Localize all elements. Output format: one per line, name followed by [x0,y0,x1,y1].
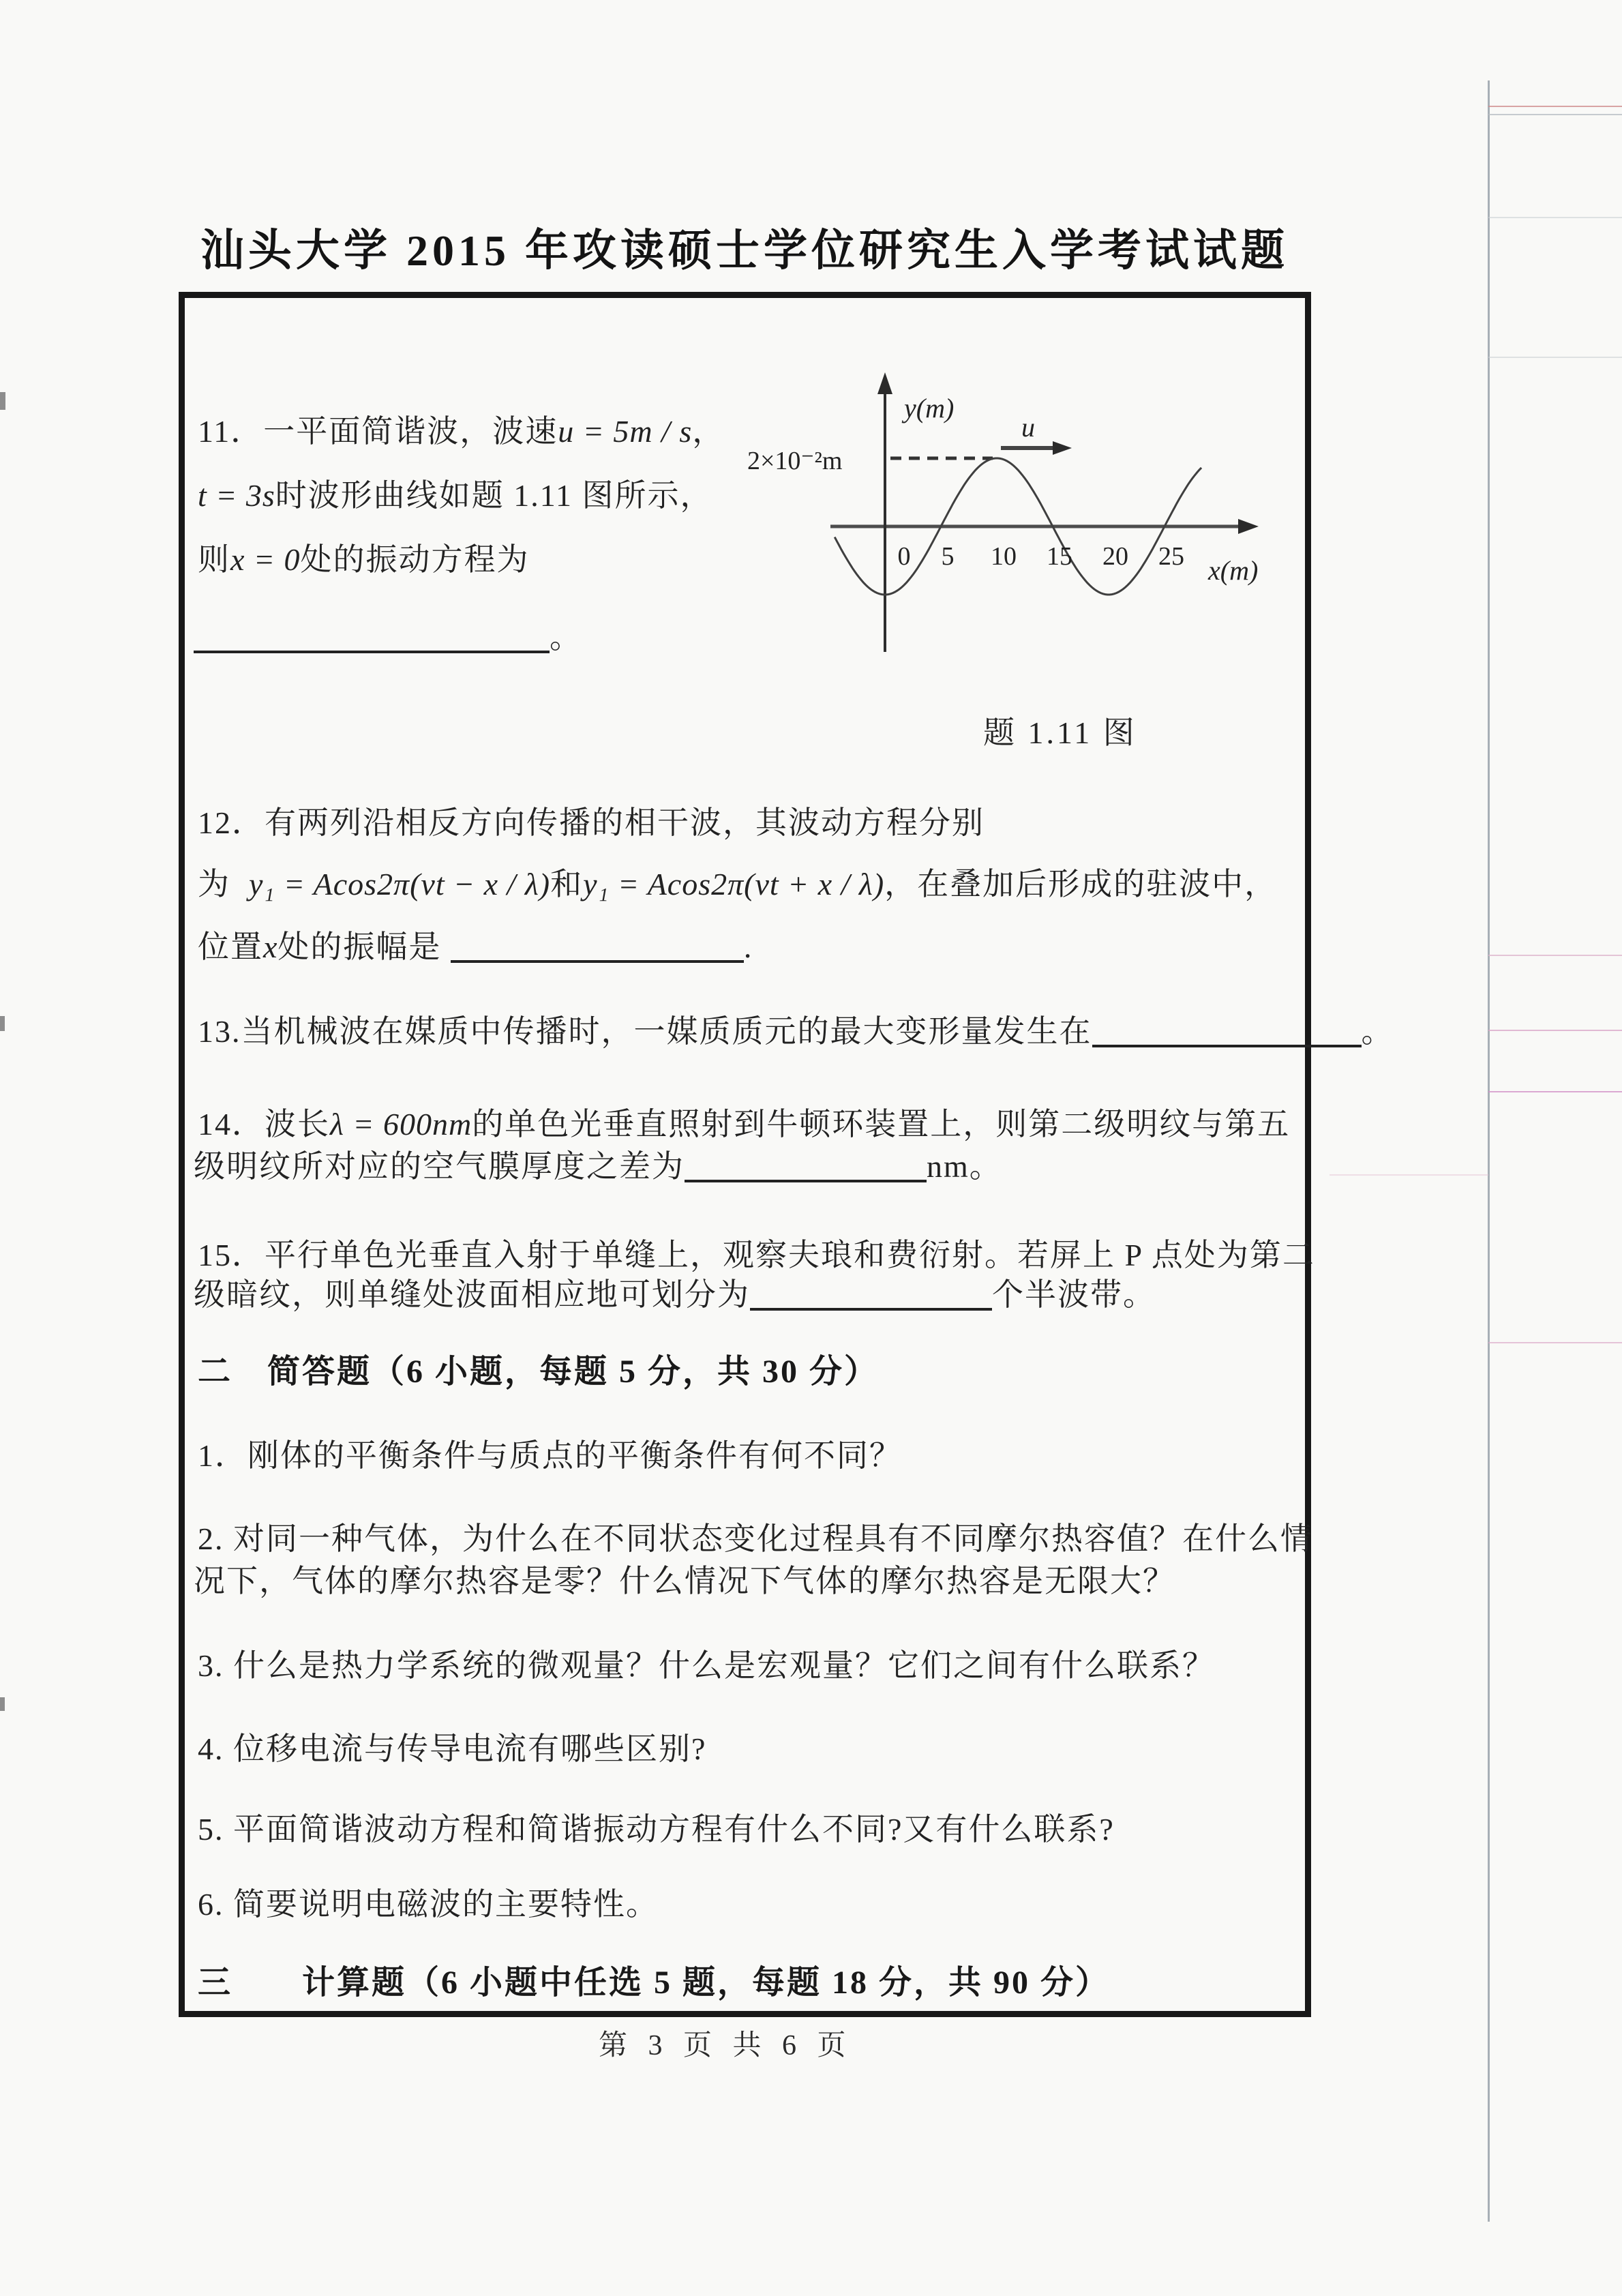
x-tick-label: 0 [897,542,911,571]
x-tick-label: 25 [1158,542,1184,571]
q13-period: 。 [1361,1014,1394,1049]
scan-artifact-speck [0,392,5,410]
q12-period: . [743,929,753,964]
question-11-answer-line [194,612,582,657]
answer-blank [451,934,744,963]
scan-artifact-line [1488,1030,1622,1031]
q12-wave-equation-1: y₁ = Acos2π(vt − x / λ) [249,867,551,901]
q12-text-c3: 处的振幅是 [277,929,442,964]
question-14-line-2 [194,1142,1002,1187]
answer-blank [194,624,550,653]
scan-artifact-line [1488,1342,1622,1343]
x-tick-label: 15 [1047,542,1072,571]
x-axis-label: x(m) [1208,555,1259,586]
answer-blank [685,1153,927,1182]
q14-unit: nm。 [927,1149,1002,1184]
scan-artifact-line [1488,1091,1622,1092]
q13-text: 13.当机械波在媒质中传播时，一媒质质元的最大变形量发生在 [198,1014,1092,1049]
amplitude-label: 2×10⁻²m [747,447,843,475]
q14-wavelength-formula: λ = 600nm [330,1107,472,1142]
y-axis-arrow-icon [877,372,892,394]
q11-text-c: ， [692,414,725,449]
section2-question-3: 3. 什么是热力学系统的微观量？什么是宏观量？它们之间有什么联系？ [198,1648,1215,1683]
q14-text-c: 的单色光垂直照射到牛顿环装置上，则第二级明纹与第五 [472,1107,1291,1142]
question-12-line-2 [198,859,1277,904]
q11-text-c3: 处的振动方程为 [300,542,530,577]
q11-text-a: 11．一平面简谐波，波速 [198,414,558,449]
x-tick-label: 10 [991,542,1017,571]
question-11-line-3 [198,535,529,580]
q11-period: 。 [550,620,582,655]
question-11-line-2 [198,471,713,516]
section-2-heading: 二 简答题（6 小题，每题 5 分，共 30 分） [198,1354,880,1390]
q12-text-a3: 位置 [198,929,263,964]
velocity-label: u [1021,412,1035,443]
section2-question-6: 6. 简要说明电磁波的主要特性。 [198,1887,659,1922]
question-15-line-2 [194,1270,1156,1315]
page-number: 第 3 页 共 6 页 [599,2030,853,2061]
page-title: 汕头大学 2015 年攻读硕士学位研究生入学考试试题 [200,226,1289,275]
scan-artifact-line [1488,955,1622,956]
x-tick-label: 20 [1102,542,1128,571]
section2-question-2-line-1: 2. 对同一种气体，为什么在不同状态变化过程具有不同摩尔热容值？在什么情 [198,1521,1313,1556]
figure-caption: 题 1.11 图 [983,715,1137,750]
q11-text-b2: 时波形曲线如题 1.11 图所示， [275,478,713,513]
q12-text-a: 为 [198,867,230,901]
question-15-line-1: 15．平行单色光垂直入射于单缝上，观察夫琅和费衍射。若屏上 P 点处为第二 [198,1238,1315,1272]
y-axis-label: y(m) [904,393,955,423]
q15-suffix: 个半波带。 [992,1277,1156,1312]
scan-artifact-line [1488,114,1622,115]
x-tick-label: 5 [941,542,955,571]
scan-artifact-line [1488,106,1622,107]
scan-artifact-line [1488,357,1622,358]
question-11-line-1 [198,406,725,451]
scan-artifact-line [1488,217,1622,218]
q11-time-formula: t = 3s [198,478,275,513]
scan-artifact-speck [0,1016,5,1031]
scan-artifact-page-edge-line [1488,80,1490,2222]
q11-position-formula: x = 0 [230,542,301,577]
q12-text-c: 和 [550,867,584,901]
x-axis-arrow-icon [1238,519,1259,534]
q11-wave-speed-formula: u = 5m / s [558,414,693,449]
q14-text-a: 14．波长 [198,1107,330,1142]
question-12-line-1: 12．有两列沿相反方向传播的相干波，其波动方程分别 [198,805,985,840]
q15-text-a2: 级暗纹，则单缝处波面相应地可划分为 [194,1277,750,1312]
question-12-line-3 [198,922,753,967]
answer-blank [750,1281,992,1311]
section2-question-2-line-2: 况下，气体的摩尔热容是零？什么情况下气体的摩尔热容是无限大？ [194,1564,1175,1598]
section2-question-5: 5. 平面简谐波动方程和简谐振动方程有什么不同?又有什么联系? [198,1812,1115,1847]
q14-text-a2: 级明纹所对应的空气膜厚度之差为 [194,1149,685,1184]
q12-x-var: x [263,929,278,964]
scan-artifact-speck [0,1697,5,1711]
velocity-arrow-head-icon [1053,441,1072,455]
q12-wave-equation-2: y₁ = Acos2π(vt + x / λ) [583,867,885,901]
q12-text-e: ，在叠加后形成的驻波中， [884,867,1278,901]
scan-artifact-line [1330,1174,1488,1176]
wave-diagram [723,368,1282,668]
section2-question-4: 4. 位移电流与传导电流有哪些区别? [198,1731,707,1766]
question-13-line [198,1007,1394,1052]
section-3-heading: 三 计算题（6 小题中任选 5 题，每题 18 分，共 90 分） [198,1965,1111,2001]
section2-question-1: 1．刚体的平衡条件与质点的平衡条件有何不同？ [198,1438,902,1473]
question-14-line-1 [198,1099,1290,1144]
answer-blank [1092,1018,1362,1047]
q11-text-a3: 则 [198,542,230,577]
